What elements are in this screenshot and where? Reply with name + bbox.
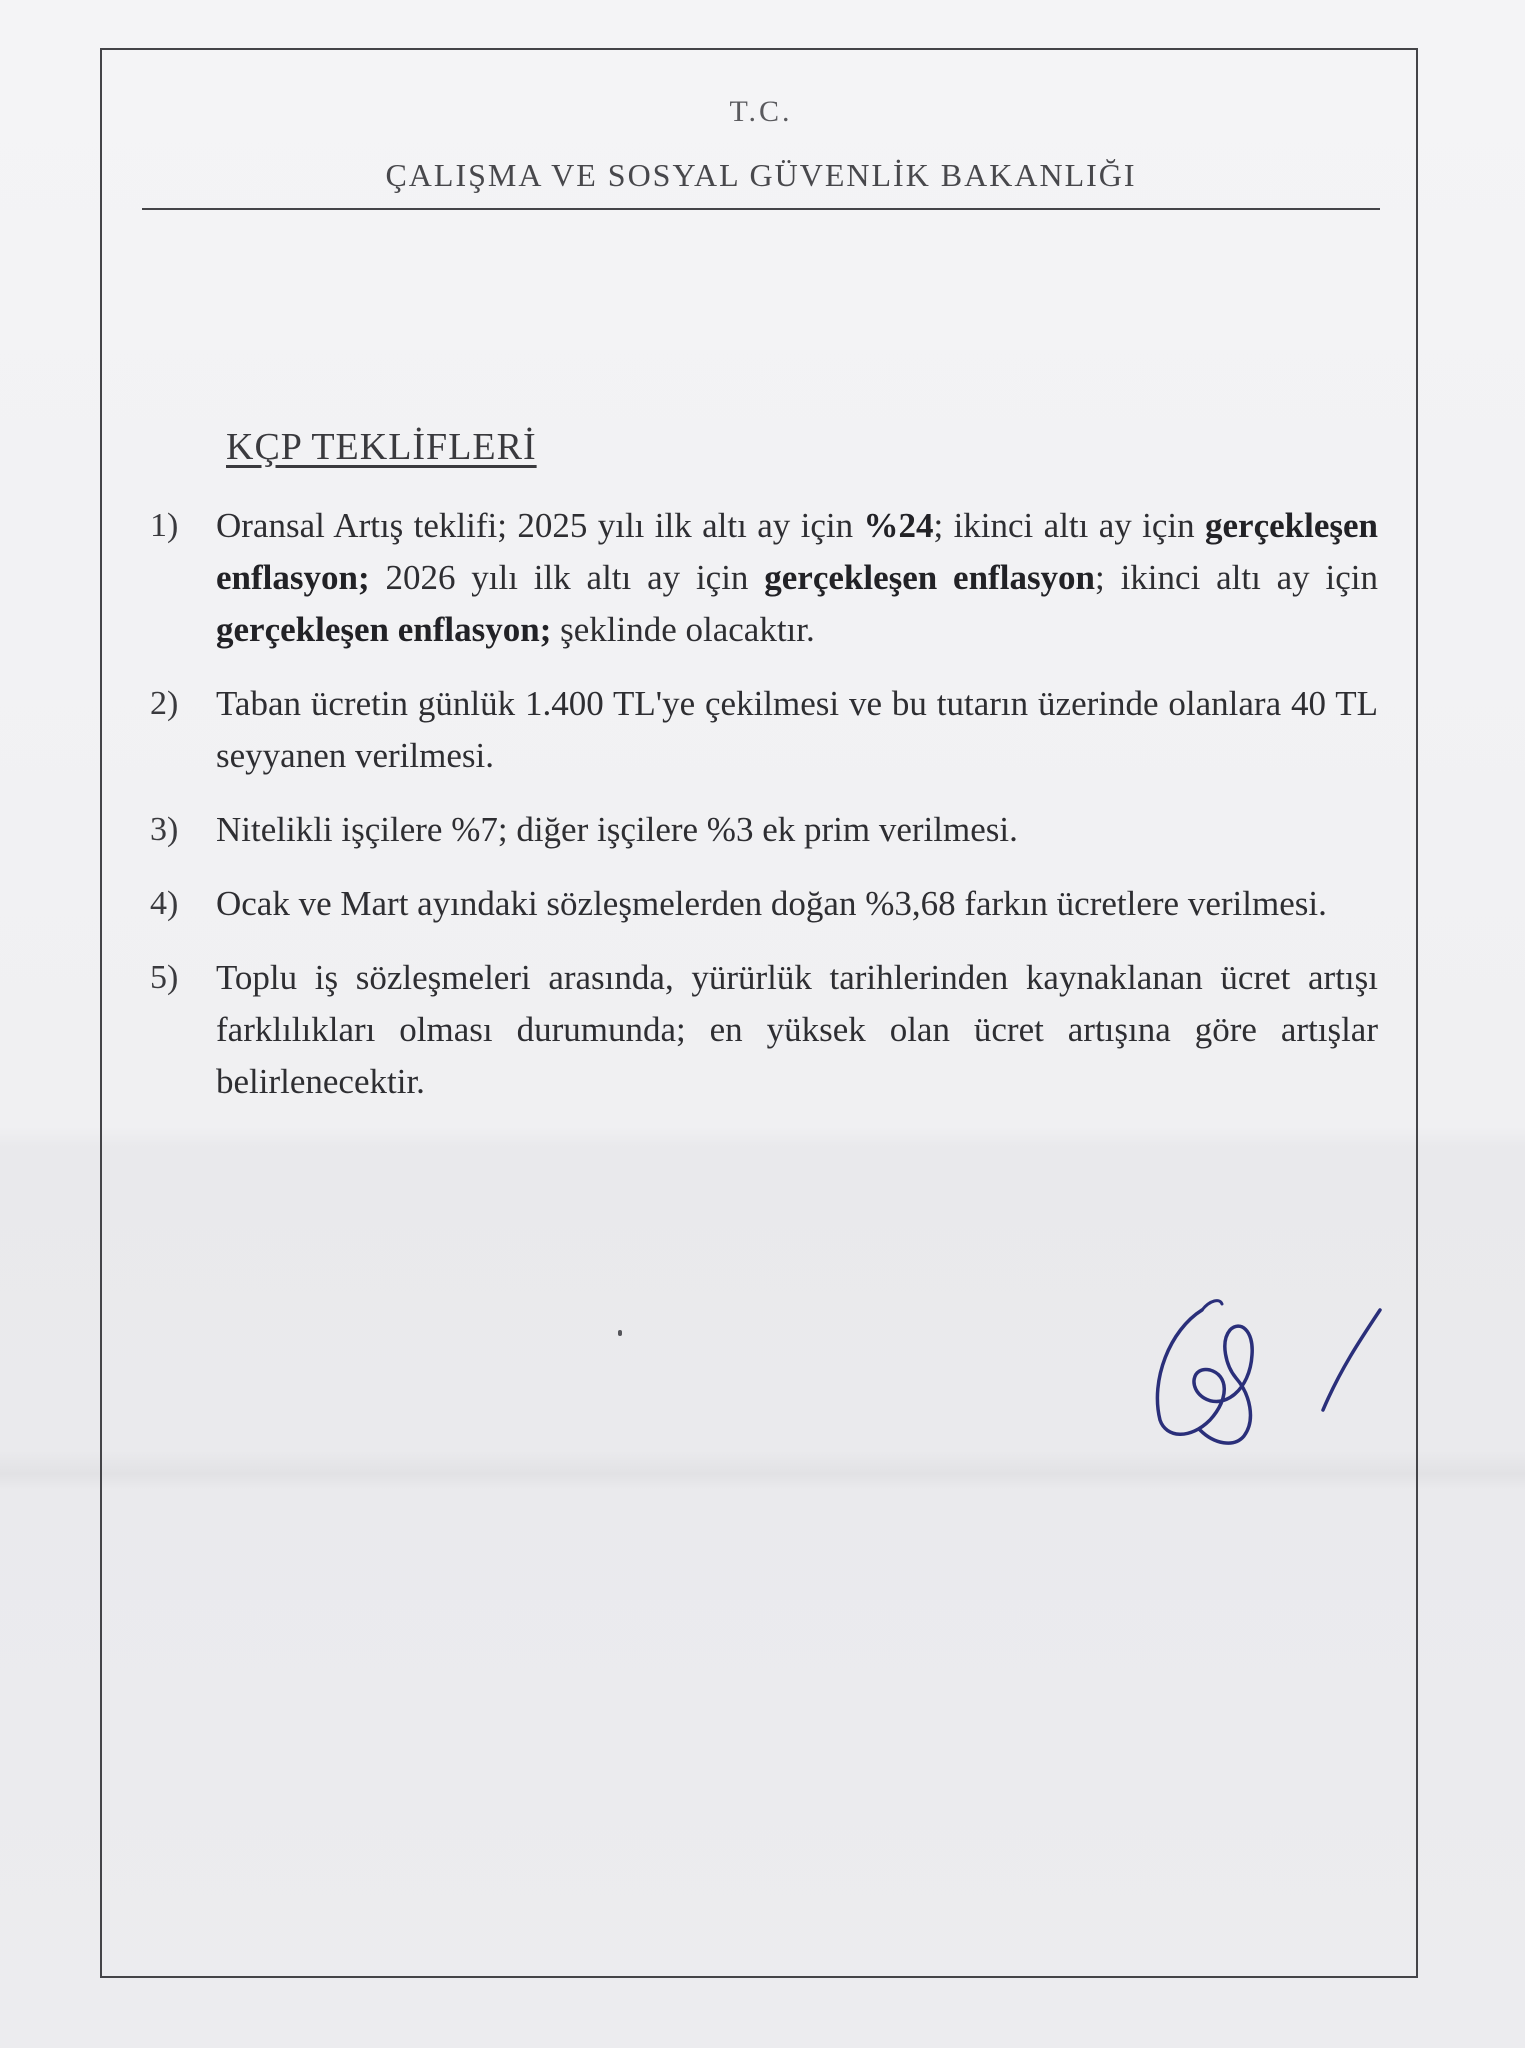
proposal-number: 3) <box>150 811 179 848</box>
proposal-text-segment: ; ikinci altı ay için <box>933 506 1206 545</box>
proposal-item <box>150 678 1378 782</box>
proposal-text-bold: %24 <box>863 506 934 545</box>
proposal-list <box>150 500 1378 1130</box>
proposal-text-segment: Ocak ve Mart ayındaki sözleşmelerden doğan %3,68 farkın ücretlere verilmesi. <box>216 884 1327 923</box>
paper-speck <box>618 1330 622 1336</box>
proposal-text <box>216 500 1378 656</box>
proposal-item <box>150 878 1378 930</box>
proposal-text-segment: 2026 yılı ilk altı ay için <box>369 558 765 597</box>
proposal-number: 1) <box>150 507 179 544</box>
proposal-text <box>216 804 1378 856</box>
proposal-text <box>216 878 1378 930</box>
proposal-text-segment: Nitelikli işçilere %7; diğer işçilere %3 ek prim verilmesi. <box>216 810 1018 849</box>
state-abbreviation: T.C. <box>729 95 793 128</box>
proposal-number: 2) <box>150 685 179 722</box>
document-title: KÇP TEKLİFLERİ <box>226 426 537 468</box>
proposal-text <box>216 952 1378 1108</box>
proposal-text-segment: Taban ücretin günlük 1.400 TL'ye çekilmesi ve bu tutarın üzerinde olanlara 40 TL seyyanen verilmesi. <box>216 684 1378 775</box>
proposal-text-bold: gerçekleşen enflasyon <box>764 558 1096 597</box>
proposal-text-segment: şeklinde olacaktır. <box>551 610 815 649</box>
proposal-text-bold: gerçekleşen enflasyon; <box>216 610 552 649</box>
proposal-number: 5) <box>150 959 179 996</box>
ministry-name: ÇALIŞMA VE SOSYAL GÜVENLİK BAKANLIĞI <box>142 157 1380 210</box>
proposal-item <box>150 952 1378 1108</box>
proposal-text-segment: Toplu iş sözleşmeleri arasında, yürürlük tarihlerinden kaynaklanan ücret artışı farklılıkları olması durumunda; en yüksek olan ücret artışına göre artışlar belirlenecektir. <box>216 958 1378 1101</box>
proposal-text-segment: ; ikinci altı ay için <box>1095 558 1378 597</box>
proposal-number: 4) <box>150 885 179 922</box>
proposal-text-bold: gerçekleşen enflasyon; <box>216 506 1378 597</box>
handwritten-signature <box>1140 1270 1400 1450</box>
proposal-item <box>150 804 1378 856</box>
proposal-item <box>150 500 1378 656</box>
proposal-text-segment: Oransal Artış teklifi; 2025 yılı ilk altı ay için <box>216 506 864 545</box>
document-header <box>142 95 1380 210</box>
proposal-text <box>216 678 1378 782</box>
